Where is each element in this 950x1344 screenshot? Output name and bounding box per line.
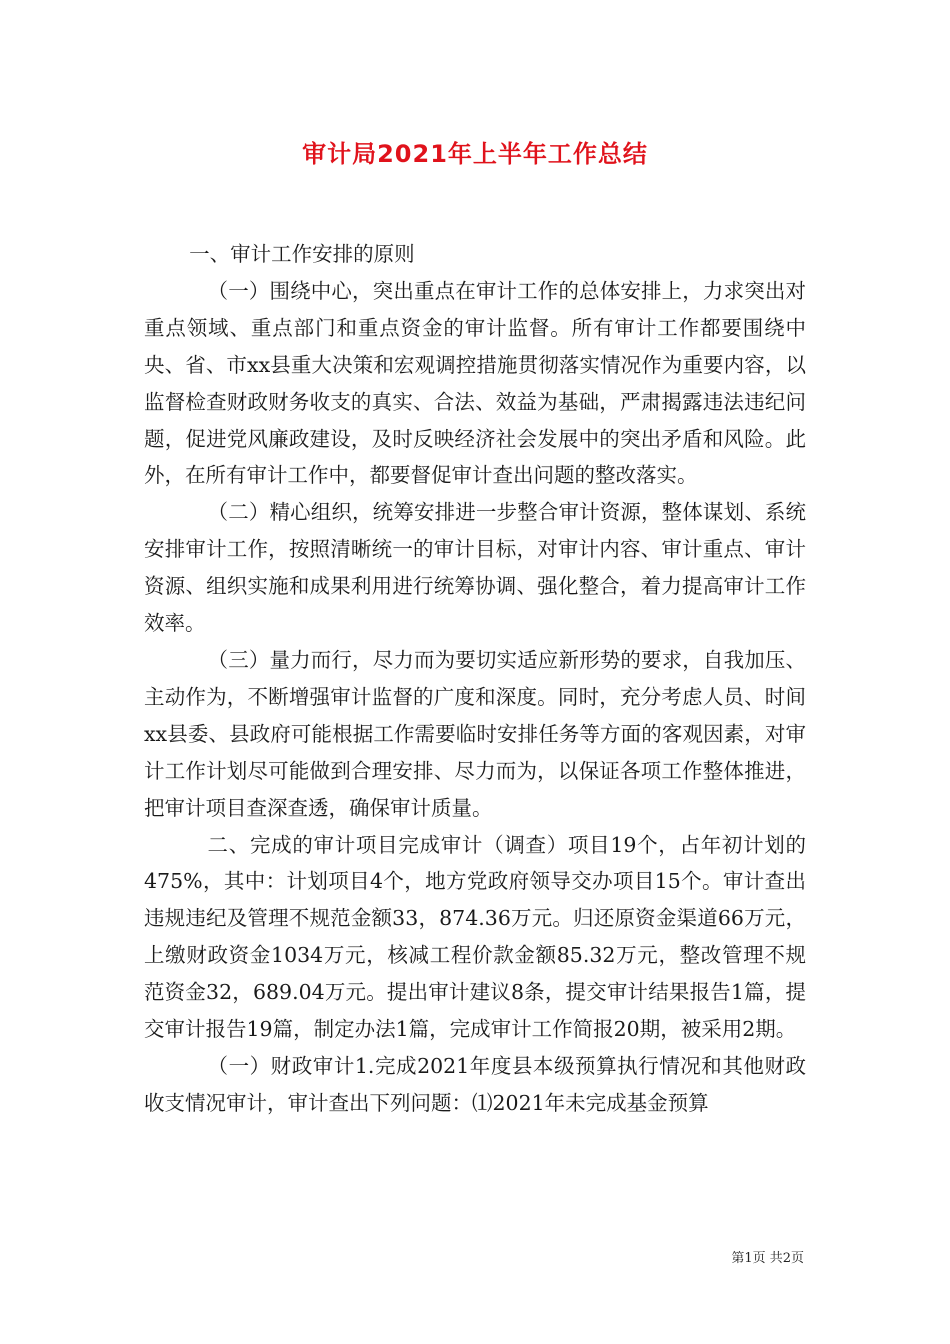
paragraph-completed-projects: 二、完成的审计项目完成审计（调查）项目19个，占年初计划的475%，其中：计划项目4个，地方党政府领导交办项目15个。审计查出违规违纪及管理不规范金额33，874.36万元。归还原资金渠道66万元，上缴财政资金1034万元，核减工程价款金额85.32万元，整改管理不规范资金32，689.04万元。提出审计建议8条，提交审计结果报告1篇，提交审计报告19篇，制定办法1篇，完成审计工作简报20期，被采用2期。 (144, 832, 806, 1042)
document-body (144, 236, 806, 1122)
document-title: 审计局2021年上半年工作总结 (302, 140, 648, 168)
paragraph-within-capacity: （三）量力而行，尽力而为要切实适应新形势的要求，自我加压、主动作为，不断增强审计监督的广度和深度。同时，充分考虑人员、时间xx县委、县政府可能根据工作需要临时安排任务等方面的客观因素，对审计工作计划尽可能做到合理安排、尽力而为，以保证各项工作整体推进，把审计项目查深查透，确保审计质量。 (144, 647, 806, 820)
paragraph-careful-organization: （二）精心组织，统筹安排进一步整合审计资源，整体谋划、系统安排审计工作，按照清晰统一的审计目标，对审计内容、审计重点、审计资源、组织实施和成果利用进行统筹协调、强化整合，着力提高审计工作效率。 (144, 500, 806, 636)
paragraph-fiscal-audit: （一）财政审计1.完成2021年度县本级预算执行情况和其他财政收支情况审计，审计查出下列问题：⑴2021年未完成基金预算 (144, 1053, 806, 1115)
section-heading-principles: 一、审计工作安排的原则 (189, 242, 415, 266)
page-number-footer: 第1页 共2页 (731, 1251, 804, 1266)
paragraph-focus-center: （一）围绕中心，突出重点在审计工作的总体安排上，力求突出对重点领域、重点部门和重点资金的审计监督。所有审计工作都要围绕中央、省、市xx县重大决策和宏观调控措施贯彻落实情况作为重要内容，以监督检查财政财务收支的真实、合法、效益为基础，严肃揭露违法违纪问题，促进党风廉政建设，及时反映经济社会发展中的突出矛盾和风险。此外，在所有审计工作中，都要督促审计查出问题的整改落实。 (144, 278, 806, 488)
